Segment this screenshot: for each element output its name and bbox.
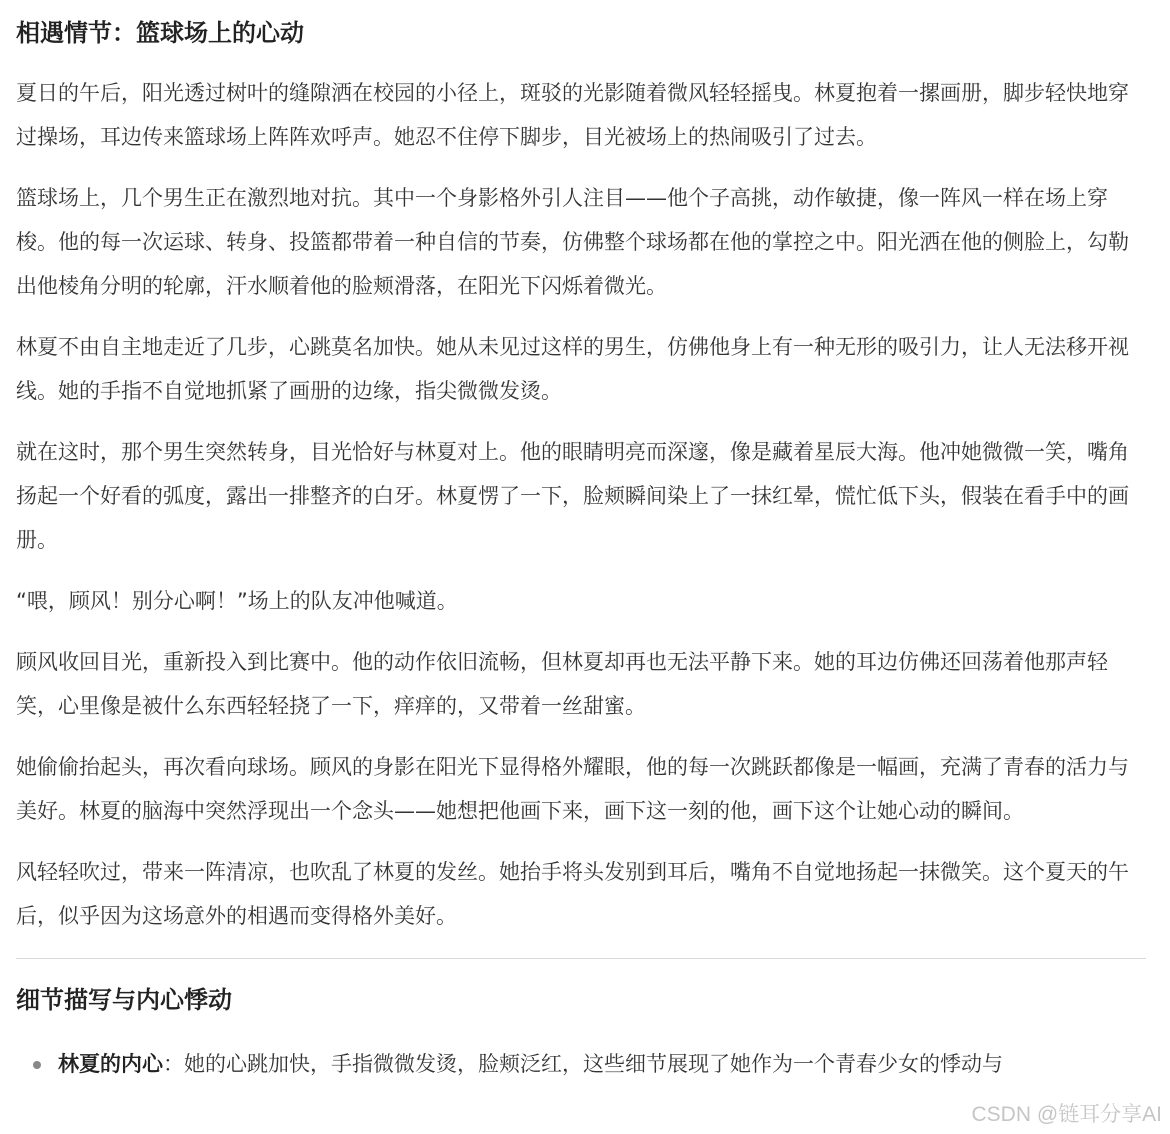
paragraph: 夏日的午后，阳光透过树叶的缝隙洒在校园的小径上，斑驳的光影随着微风轻轻摇曳。林夏抱着一摞画册，脚步轻快地穿过操场，耳边传来篮球场上阵阵欢呼声。她忍不住停下脚步，目光被场上的热闹吸引了过去。 xyxy=(16,81,1129,149)
details-bullet-list xyxy=(16,1042,1146,1086)
section-heading-details: 细节描写与内心悸动 xyxy=(16,986,232,1014)
encounter-paragraphs xyxy=(16,71,1146,938)
paragraph: 篮球场上，几个男生正在激烈地对抗。其中一个身影格外引人注目——他个子高挑，动作敏捷，像一阵风一样在场上穿梭。他的每一次运球、转身、投篮都带着一种自信的节奏，仿佛整个球场都在他的掌控之中。阳光洒在他的侧脸上，勾勒出他棱角分明的轮廓，汗水顺着他的脸颊滑落，在阳光下闪烁着微光。 xyxy=(16,186,1129,298)
paragraph: 顾风收回目光，重新投入到比赛中。他的动作依旧流畅，但林夏却再也无法平静下来。她的耳边仿佛还回荡着他那声轻笑，心里像是被什么东西轻轻挠了一下，痒痒的，又带着一丝甜蜜。 xyxy=(16,650,1108,718)
paragraph: “喂，顾风！别分心啊！”场上的队友冲他喊道。 xyxy=(16,589,458,613)
bullet-text: ：她的心跳加快，手指微微发烫，脸颊泛红，这些细节展现了她作为一个青春少女的悸动与 xyxy=(163,1052,1003,1076)
paragraph: 就在这时，那个男生突然转身，目光恰好与林夏对上。他的眼睛明亮而深邃，像是藏着星辰大海。他冲她微微一笑，嘴角扬起一个好看的弧度，露出一排整齐的白牙。林夏愣了一下，脸颊瞬间染上了一抹红晕，慌忙低下头，假装在看手中的画册。 xyxy=(16,440,1129,552)
watermark: CSDN @链耳分享AI xyxy=(971,1103,1162,1126)
section-divider xyxy=(16,958,1146,959)
article-content xyxy=(16,0,1146,1086)
bullet-dot-icon xyxy=(33,1061,41,1069)
section-heading-encounter: 相遇情节：篮球场上的心动 xyxy=(16,19,304,47)
paragraph: 风轻轻吹过，带来一阵清凉，也吹乱了林夏的发丝。她抬手将头发别到耳后，嘴角不自觉地扬起一抹微笑。这个夏天的午后，似乎因为这场意外的相遇而变得格外美好。 xyxy=(16,860,1129,928)
paragraph: 她偷偷抬起头，再次看向球场。顾风的身影在阳光下显得格外耀眼，他的每一次跳跃都像是一幅画，充满了青春的活力与美好。林夏的脑海中突然浮现出一个念头——她想把他画下来，画下这一刻的他，画下这个让她心动的瞬间。 xyxy=(16,755,1129,823)
paragraph: 林夏不由自主地走近了几步，心跳莫名加快。她从未见过这样的男生，仿佛他身上有一种无形的吸引力，让人无法移开视线。她的手指不自觉地抓紧了画册的边缘，指尖微微发烫。 xyxy=(16,335,1129,403)
list-item xyxy=(16,1042,1146,1086)
bullet-term: 林夏的内心 xyxy=(58,1052,163,1076)
